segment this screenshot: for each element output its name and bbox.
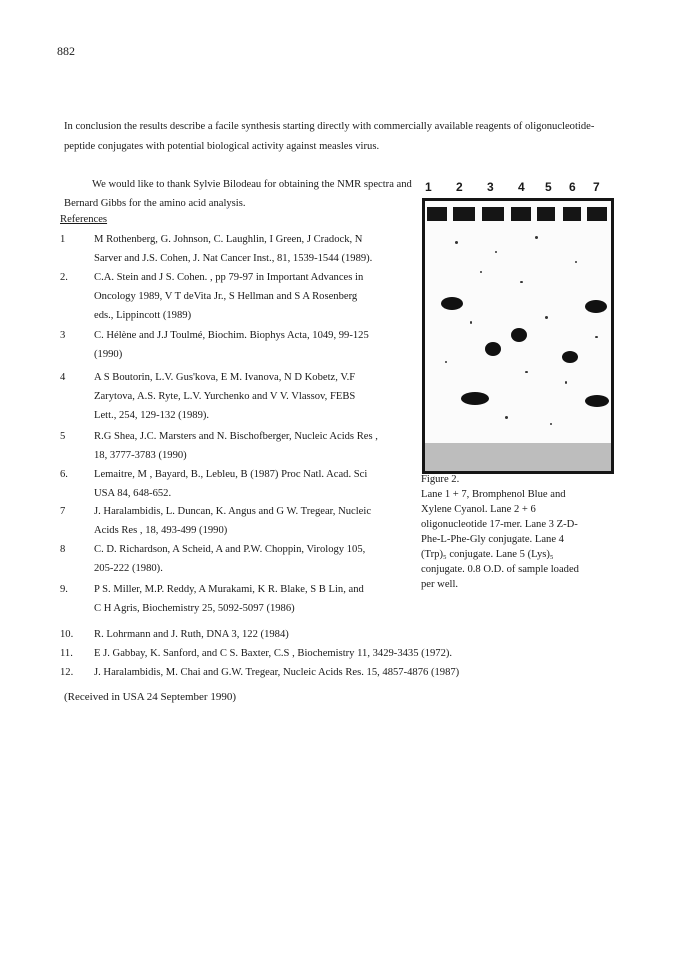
gel-well [511,207,531,221]
gel-speck [595,336,598,338]
gel-speck [575,261,577,263]
reference-9 [60,580,420,618]
lane-label: 1 [425,180,432,194]
reference-number: 7 [60,506,66,517]
reference-line: (1990) [94,349,123,360]
reference-number: 4 [60,372,66,383]
gel-speck [565,381,567,384]
figure-caption-line: Lane 1 + 7, Bromphenol Blue and [421,489,566,500]
gel-speck [470,321,472,324]
gel-image [422,198,614,474]
reference-5 [60,427,420,465]
reference-line: R.G Shea, J.C. Marsters and N. Bischofberger, Nucleic Acids Res , [94,431,378,442]
reference-number: 8 [60,544,66,555]
reference-4 [60,368,420,425]
lane-label: 7 [593,180,600,194]
figure-caption-line: per well. [421,579,459,590]
gel-well [537,207,555,221]
reference-number: 9. [60,584,68,595]
reference-10 [60,625,620,644]
gel-speck [495,251,497,253]
reference-6 [60,465,420,503]
gel-band [562,351,578,363]
figure-caption-line: (Trp)₅ conjugate. Lane 5 (Lys)₅ [421,549,554,560]
reference-number: 1 [60,234,66,245]
gel-well [453,207,475,221]
reference-line: eds., Lippincott (1989) [94,310,192,321]
figure-caption-line: Phe-L-Phe-Gly conjugate. Lane 4 [421,534,564,545]
reference-line: Oncology 1989, V T deVita Jr., S Hellman and S A Rosenberg [94,291,358,302]
lane-label: 6 [569,180,576,194]
page-number: 882 [57,44,75,58]
lane-label: 3 [487,180,494,194]
gel-well [563,207,581,221]
reference-number: 12. [60,667,74,678]
reference-number: 6. [60,469,68,480]
reference-line: Zarytova, A.S. Ryte, L.V. Yurchenko and V V. Vlassov, FEBS [94,391,356,402]
figure-caption-line: oligonucleotide 17-mer. Lane 3 Z-D- [421,519,578,530]
lane-label: 4 [518,180,525,194]
figure-caption-title: Figure 2. [421,474,460,485]
gel-speck [505,416,508,419]
reference-12 [60,663,620,682]
gel-band [585,395,609,407]
reference-line: 205-222 (1980). [94,563,163,574]
figure-caption-line: Xylene Cyanol. Lane 2 + 6 [421,504,536,515]
reference-number: 5 [60,431,66,442]
reference-line: A S Boutorin, L.V. Gus'kova, E M. Ivanova, N D Kobetz, V.F [94,372,356,383]
reference-number: 2. [60,272,68,283]
lane-label: 5 [545,180,552,194]
gel-speck [525,371,528,373]
gel-band [511,328,527,342]
gel-band [585,300,607,313]
gel-speck [480,271,482,273]
gel-well [482,207,504,221]
reference-line: USA 84, 648-652. [94,488,172,499]
lane-label: 2 [456,180,463,194]
reference-line: E J. Gabbay, K. Sanford, and C S. Baxter, C.S , Biochemistry 11, 3429-3435 (1972). [94,648,453,659]
reference-7 [60,502,420,540]
gel-speck [445,361,447,363]
gel-speck [455,241,458,244]
reference-line: Lemaitre, M , Bayard, B., Lebleu, B (1987) Proc Natl. Acad. Sci [94,469,368,480]
reference-number: 11. [60,648,73,659]
reference-line: Acids Res , 18, 493-499 (1990) [94,525,228,536]
reference-line: Lett., 254, 129-132 (1989). [94,410,210,421]
reference-3 [60,326,420,364]
reference-number: 10. [60,629,74,640]
reference-2 [60,268,420,325]
gel-band [485,342,501,356]
reference-number: 3 [60,330,66,341]
reference-line: C. Hélène and J.J Toulmé, Biochim. Biophys Acta, 1049, 99-125 [94,330,369,341]
reference-line: Sarver and J.S. Cohen, J. Nat Cancer Inst., 81, 1539-1544 (1989). [94,253,373,264]
references-heading: References [60,214,108,225]
reference-line: M Rothenberg, G. Johnson, C. Laughlin, I Green, J Cradock, N [94,234,363,245]
gel-band [461,392,489,405]
reference-8 [60,540,420,578]
conclusion-paragraph: In conclusion the results describe a facile synthesis starting directly with commercially available reagents of oligonucleotide-peptide conjugates with potential biological activity against measles virus. [64,121,595,152]
gel-band [441,297,463,310]
gel-well [427,207,447,221]
gel-speck [535,236,538,239]
acknowledgement-paragraph: We would like to thank Sylvie Bilodeau for obtaining the NMR spectra and Bernard Gibbs for the amino acid analysis. [64,179,412,209]
reference-line: 18, 3777-3783 (1990) [94,450,187,461]
gel-dye-front [425,443,611,471]
gel-well [587,207,607,221]
reference-line: C. D. Richardson, A Scheid, A and P.W. Choppin, Virology 105, [94,544,366,555]
reference-line: C H Agris, Biochemistry 25, 5092-5097 (1986) [94,603,295,614]
figure-caption [421,472,621,592]
reference-line: C.A. Stein and J S. Cohen. , pp 79-97 in Important Advances in [94,272,364,283]
gel-speck [550,423,552,425]
gel-speck [520,281,523,283]
gel-figure [421,175,613,472]
reference-line: J. Haralambidis, M. Chai and G.W. Tregear, Nucleic Acids Res. 15, 4857-4876 (1987) [94,667,460,678]
reference-11 [60,644,620,663]
reference-line: J. Haralambidis, L. Duncan, K. Angus and G W. Tregear, Nucleic [94,506,372,517]
received-date: (Received in USA 24 September 1990) [64,691,236,703]
gel-speck [545,316,548,319]
figure-caption-line: conjugate. 0.8 O.D. of sample loaded [421,564,579,575]
reference-line: P S. Miller, M.P. Reddy, A Murakami, K R. Blake, S B Lin, and [94,584,364,595]
reference-line: R. Lohrmann and J. Ruth, DNA 3, 122 (1984) [94,629,289,640]
reference-1 [60,230,420,268]
